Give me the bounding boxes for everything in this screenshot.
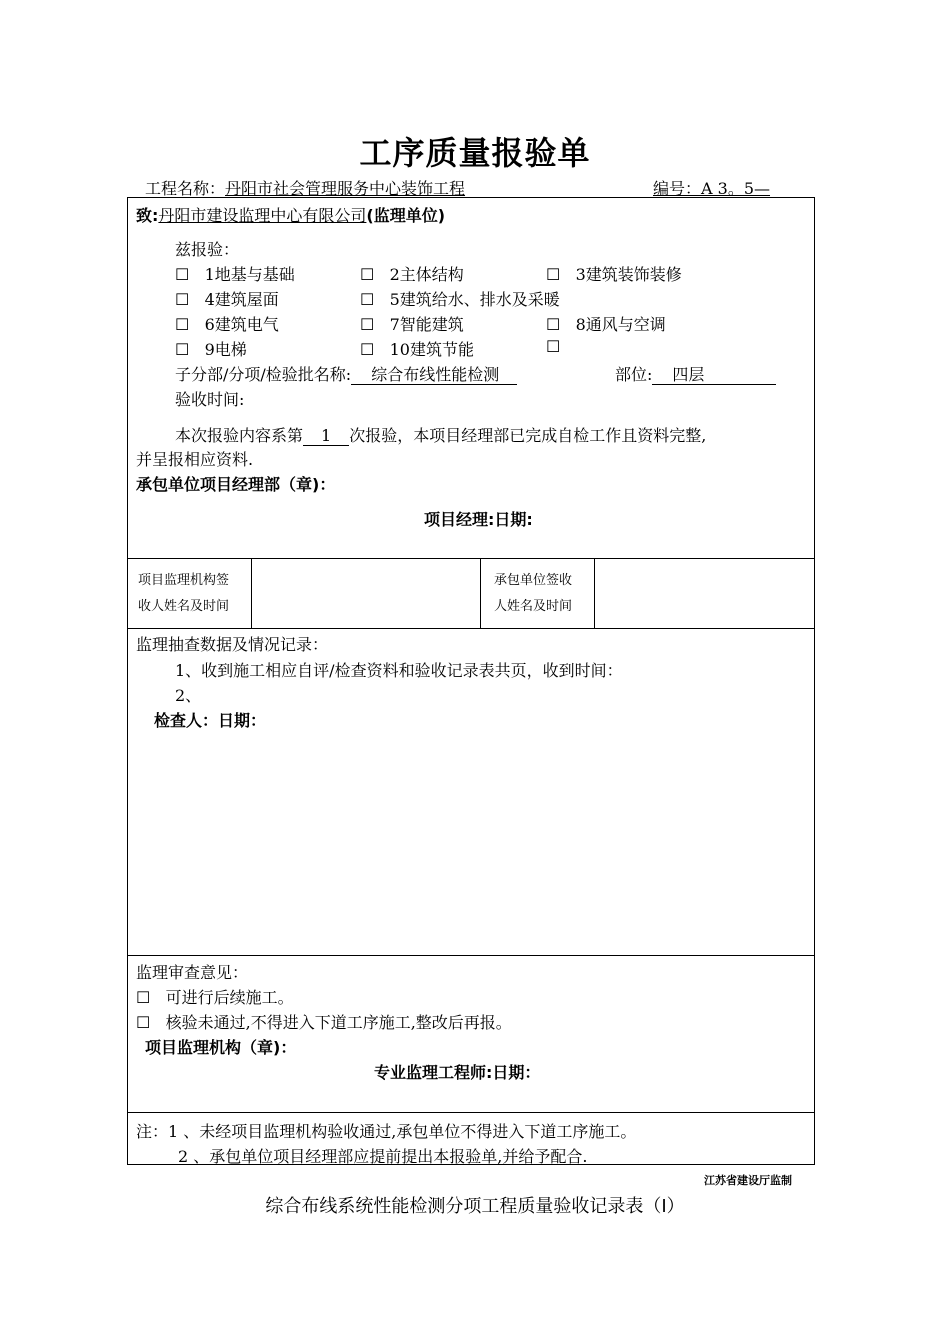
divider	[594, 558, 595, 628]
report-intro: 兹报验：	[175, 240, 240, 259]
inspection-item-1: 1、收到施工相应自评/检查资料和验收记录表共页，收到时间：	[175, 661, 623, 680]
divider	[127, 1112, 815, 1113]
note-line-2: 2 、承包单位项目经理部应提前提出本报验单,并给予配合.	[178, 1147, 588, 1166]
checkbox[interactable]: ☐	[175, 265, 190, 284]
checkbox[interactable]: ☐	[175, 290, 190, 309]
option-9[interactable]	[175, 337, 247, 360]
checkbox[interactable]: ☐	[175, 340, 190, 359]
content-suffix: 次报验，本项目经理部已完成自检工作且资料完整,	[349, 426, 707, 445]
option-label: 4建筑屋面	[204, 290, 279, 309]
contractor-sign-label	[494, 568, 572, 620]
review-option-label: 可进行后续施工。	[165, 988, 294, 1007]
project-label: 工程名称：	[145, 179, 226, 198]
contractor-sign-line1: 承包单位签收	[494, 573, 573, 588]
checkbox[interactable]: ☐	[546, 315, 561, 334]
option-label: 1地基与基础	[204, 265, 295, 284]
contractor-label: 承包单位项目经理部（章)：	[136, 475, 336, 494]
addressee-unit: 丹阳市建设监理中心有限公司	[158, 206, 367, 225]
addressee-suffix: (监理单位)	[366, 206, 446, 225]
inspection-item-2: 2、	[175, 686, 202, 705]
option-5[interactable]	[360, 287, 560, 310]
note-prefix: 注：	[136, 1122, 169, 1141]
option-label: 2主体结构	[389, 265, 464, 284]
part-label: 部位:	[615, 365, 653, 384]
option-label: 9电梯	[204, 340, 247, 359]
divider	[127, 558, 815, 559]
option-6[interactable]	[175, 312, 279, 335]
review-option-label: 核验未通过,不得进入下道工序施工,整改后再报。	[165, 1013, 512, 1032]
divider	[127, 955, 815, 956]
inspector-date-label: 检查人：日期：	[154, 711, 267, 730]
project-name: 丹阳市社会管理服务中心装饰工程	[225, 179, 466, 198]
checkbox[interactable]: ☐	[360, 340, 375, 359]
checkbox[interactable]: ☐	[360, 290, 375, 309]
sub-item-label: 子分部/分项/检验批名称:	[175, 365, 352, 384]
option-blank[interactable]	[546, 337, 560, 356]
option-4[interactable]	[175, 287, 279, 310]
supervisor-sign-label	[138, 568, 229, 620]
manager-date-label: 项目经理:日期:	[424, 510, 533, 529]
option-2[interactable]	[360, 262, 464, 285]
review-option-1[interactable]	[136, 985, 294, 1008]
issuer-label: 江苏省建设厅监制	[704, 1174, 792, 1187]
divider	[127, 628, 815, 629]
option-10[interactable]	[360, 337, 474, 360]
option-label: 7智能建筑	[389, 315, 464, 334]
addressee-prefix: 致:	[136, 206, 159, 225]
option-1[interactable]	[175, 262, 295, 285]
supervision-org-label: 项目监理机构（章)：	[145, 1038, 297, 1057]
contractor-sign-line2: 人姓名及时间	[494, 599, 573, 614]
note-1: 1 、未经项目监理机构验收通过,承包单位不得进入下道工序施工。	[168, 1122, 637, 1141]
checkbox[interactable]: ☐	[546, 337, 561, 356]
content-line-2: 并呈报相应资料.	[136, 450, 254, 469]
acceptance-time-label: 验收时间:	[175, 390, 245, 409]
supervisor-sign-line2: 收人姓名及时间	[138, 599, 230, 614]
review-title: 监理审查意见：	[136, 963, 249, 982]
part-value: 四层	[652, 366, 776, 385]
addressee-line	[136, 203, 445, 226]
form-number: 编号：A 3。5—	[653, 179, 771, 198]
content-prefix: 本次报验内容系第	[175, 426, 304, 445]
checkbox[interactable]: ☐	[546, 265, 561, 284]
engineer-date-label: 专业监理工程师:日期：	[374, 1063, 541, 1082]
checkbox[interactable]: ☐	[175, 315, 190, 334]
option-3[interactable]	[546, 262, 682, 285]
sub-item-value: 综合布线性能检测	[351, 366, 517, 385]
option-8[interactable]	[546, 312, 666, 335]
part-line	[615, 362, 776, 385]
option-label: 5建筑给水、排水及采暖	[389, 290, 560, 309]
checkbox[interactable]: ☐	[136, 1013, 151, 1032]
option-7[interactable]	[360, 312, 464, 335]
sub-item-line	[175, 362, 517, 385]
option-label: 3建筑装饰装修	[575, 265, 682, 284]
supervisor-sign-line1: 项目监理机构签	[138, 573, 230, 588]
content-line	[175, 423, 706, 446]
next-section-title: 综合布线系统性能检测分项工程质量验收记录表（Ⅰ）	[265, 1196, 685, 1217]
project-name-line	[145, 176, 583, 199]
option-label: 10建筑节能	[389, 340, 474, 359]
option-label: 8通风与空调	[575, 315, 666, 334]
checkbox[interactable]: ☐	[360, 265, 375, 284]
checkbox[interactable]: ☐	[136, 988, 151, 1007]
checkbox[interactable]: ☐	[360, 315, 375, 334]
divider	[251, 558, 252, 628]
inspection-title: 监理抽查数据及情况记录：	[136, 635, 329, 654]
content-count: 1	[303, 427, 349, 446]
note-line-1	[136, 1119, 636, 1142]
page-title: 工序质量报验单	[359, 134, 591, 172]
review-option-2[interactable]	[136, 1010, 512, 1033]
divider	[480, 558, 481, 628]
option-label: 6建筑电气	[204, 315, 279, 334]
